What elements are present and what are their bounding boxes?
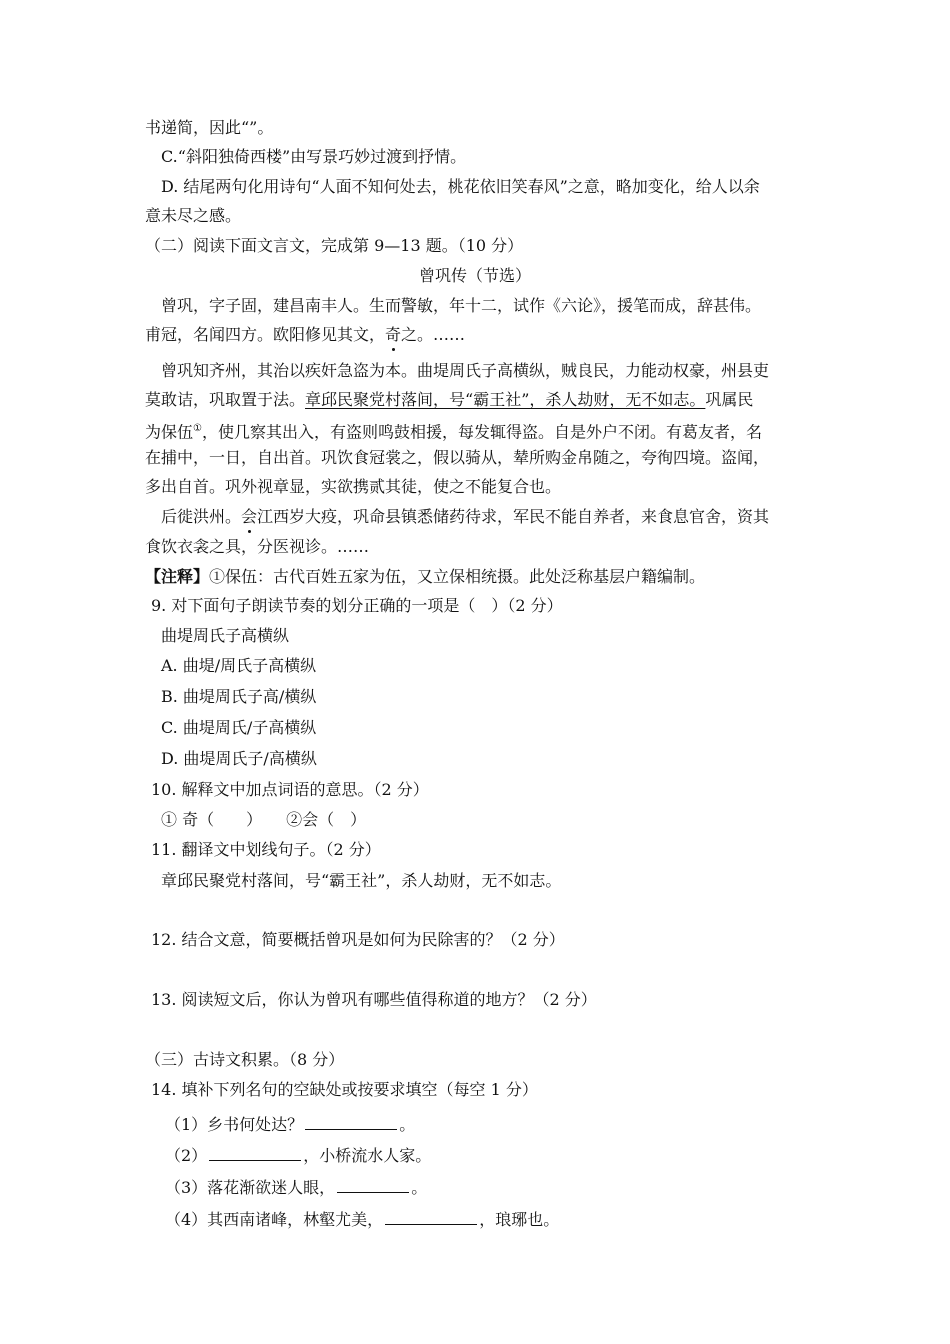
text-segment: 江西岁大疫，巩命县镇悉储药待求，军民不能自养者，来食息官舍，资其 <box>257 507 770 526</box>
question-9: 9. 对下面句子朗读节奏的划分正确的一项是（ ）（2 分） <box>151 596 563 615</box>
text-segment: ，使几察其出入，有盗则鸣鼓相援，每发辄得盗。自是外户不闭。有葛友者，名 <box>201 422 762 442</box>
passage-p2-line1: 曾巩知齐州，其治以疾奸急盗为本。曲堤周氏子高横纵，贼良民，力能动权豪，州县吏 <box>161 361 770 380</box>
section-3-heading: （三）古诗文积累。（8 分） <box>145 1050 345 1069</box>
note-label: 【注释】 <box>145 567 210 586</box>
item-text: 。 <box>411 1178 428 1197</box>
item-text: ，小桥流水人家。 <box>303 1146 432 1165</box>
item-text: （3）落花渐欲迷人眼， <box>165 1178 336 1197</box>
dotted-word-qi: 奇 <box>385 325 402 344</box>
item-text: （1）乡书何处达？ <box>165 1115 304 1134</box>
question-11-sentence: 章邱民聚党村落间，号“霸王社”，杀人劫财，无不如志。 <box>161 871 562 890</box>
question-14: 14. 填补下列名句的空缺处或按要求填空（每空 1 分） <box>151 1080 538 1099</box>
passage-p2-line4: 在捕中，一日，自出首。巩饮食冠裳之，假以骑从，辇所购金帛随之，夸徇四境。盗闻， <box>145 448 770 467</box>
answer-blank[interactable] <box>337 1175 409 1193</box>
passage-p1-line1: 曾巩，字子固，建昌南丰人。生而警敏，年十二，试作《六论》，援笔而成，辞甚伟。 <box>161 296 762 315</box>
text-segment: 甫冠，名闻四方。欧阳修见其文， <box>145 325 386 344</box>
question-9-option-b: B. 曲堤周氏子高/横纵 <box>161 687 317 706</box>
fill-item-1 <box>165 1112 415 1135</box>
answer-blank[interactable] <box>209 1143 301 1161</box>
question-11: 11. 翻译文中划线句子。（2 分） <box>151 840 381 859</box>
footnote-marker: ① <box>193 423 202 434</box>
question-9-option-a: A. 曲堤/周氏子高横纵 <box>161 656 317 675</box>
text-segment: 巩属民 <box>705 390 754 409</box>
fill-item-4 <box>165 1207 559 1230</box>
question-9-sentence: 曲堤周氏子高横纵 <box>161 626 290 645</box>
answer-blank[interactable] <box>305 1112 397 1130</box>
option-c: C.“斜阳独倚西楼”由写景巧妙过渡到抒情。 <box>161 147 467 166</box>
item-text: ，琅琊也。 <box>479 1210 560 1229</box>
passage-p2-line3 <box>145 419 762 442</box>
annotation-note <box>145 567 705 587</box>
underlined-sentence: 章邱民聚党村落间，号“霸王社”，杀人劫财，无不如志。 <box>305 390 706 409</box>
text-segment: 莫敢诘，巩取置于法。 <box>145 390 306 409</box>
passage-p3-line2: 食饮衣衾之具，分医视诊。…… <box>145 537 370 556</box>
passage-p1-line2 <box>145 325 465 345</box>
passage-p2-line2 <box>145 390 753 410</box>
text-segment: 后徙洪州。 <box>161 507 242 526</box>
note-text: ①保伍：古代百姓五家为伍，又立保相统摄。此处泛称基层户籍编制。 <box>209 567 706 586</box>
item-text: 。 <box>399 1115 416 1134</box>
question-10-items: ① 奇（ ） ②会（ ） <box>161 810 367 829</box>
answer-blank[interactable] <box>385 1207 477 1225</box>
previous-question-continuation: 书递简，因此“”。 <box>145 118 274 137</box>
section-2-heading: （二）阅读下面文言文，完成第 9—13 题。（10 分） <box>145 236 524 255</box>
question-13: 13. 阅读短文后，你认为曾巩有哪些值得称道的地方？（2 分） <box>151 990 597 1009</box>
passage-p2-line5: 多出自首。巩外视章显，实欲携贰其徒，使之不能复合也。 <box>145 477 562 496</box>
option-d-line1: D. 结尾两句化用诗句“人面不知何处去，桃花依旧笑春风”之意，略加变化，给人以余 <box>161 177 760 196</box>
question-9-option-c: C. 曲堤周氏/子高横纵 <box>161 718 317 737</box>
passage-p3-line1 <box>161 507 769 527</box>
option-d-line2: 意未尽之感。 <box>145 206 242 225</box>
question-10: 10. 解释文中加点词语的意思。（2 分） <box>151 780 429 799</box>
item-text: （2） <box>165 1146 208 1165</box>
item-text: （4）其西南诸峰，林壑尤美， <box>165 1210 384 1229</box>
fill-item-3 <box>165 1175 427 1198</box>
text-segment: 为保伍 <box>145 422 194 442</box>
dotted-word-hui: 会 <box>241 507 258 526</box>
question-12: 12. 结合文意，简要概括曾巩是如何为民除害的？（2 分） <box>151 930 565 949</box>
question-9-option-d: D. 曲堤周氏子/高横纵 <box>161 749 317 768</box>
passage-title: 曾巩传（节选） <box>418 266 531 285</box>
fill-item-2 <box>165 1143 431 1166</box>
text-segment: 之。…… <box>401 325 466 344</box>
